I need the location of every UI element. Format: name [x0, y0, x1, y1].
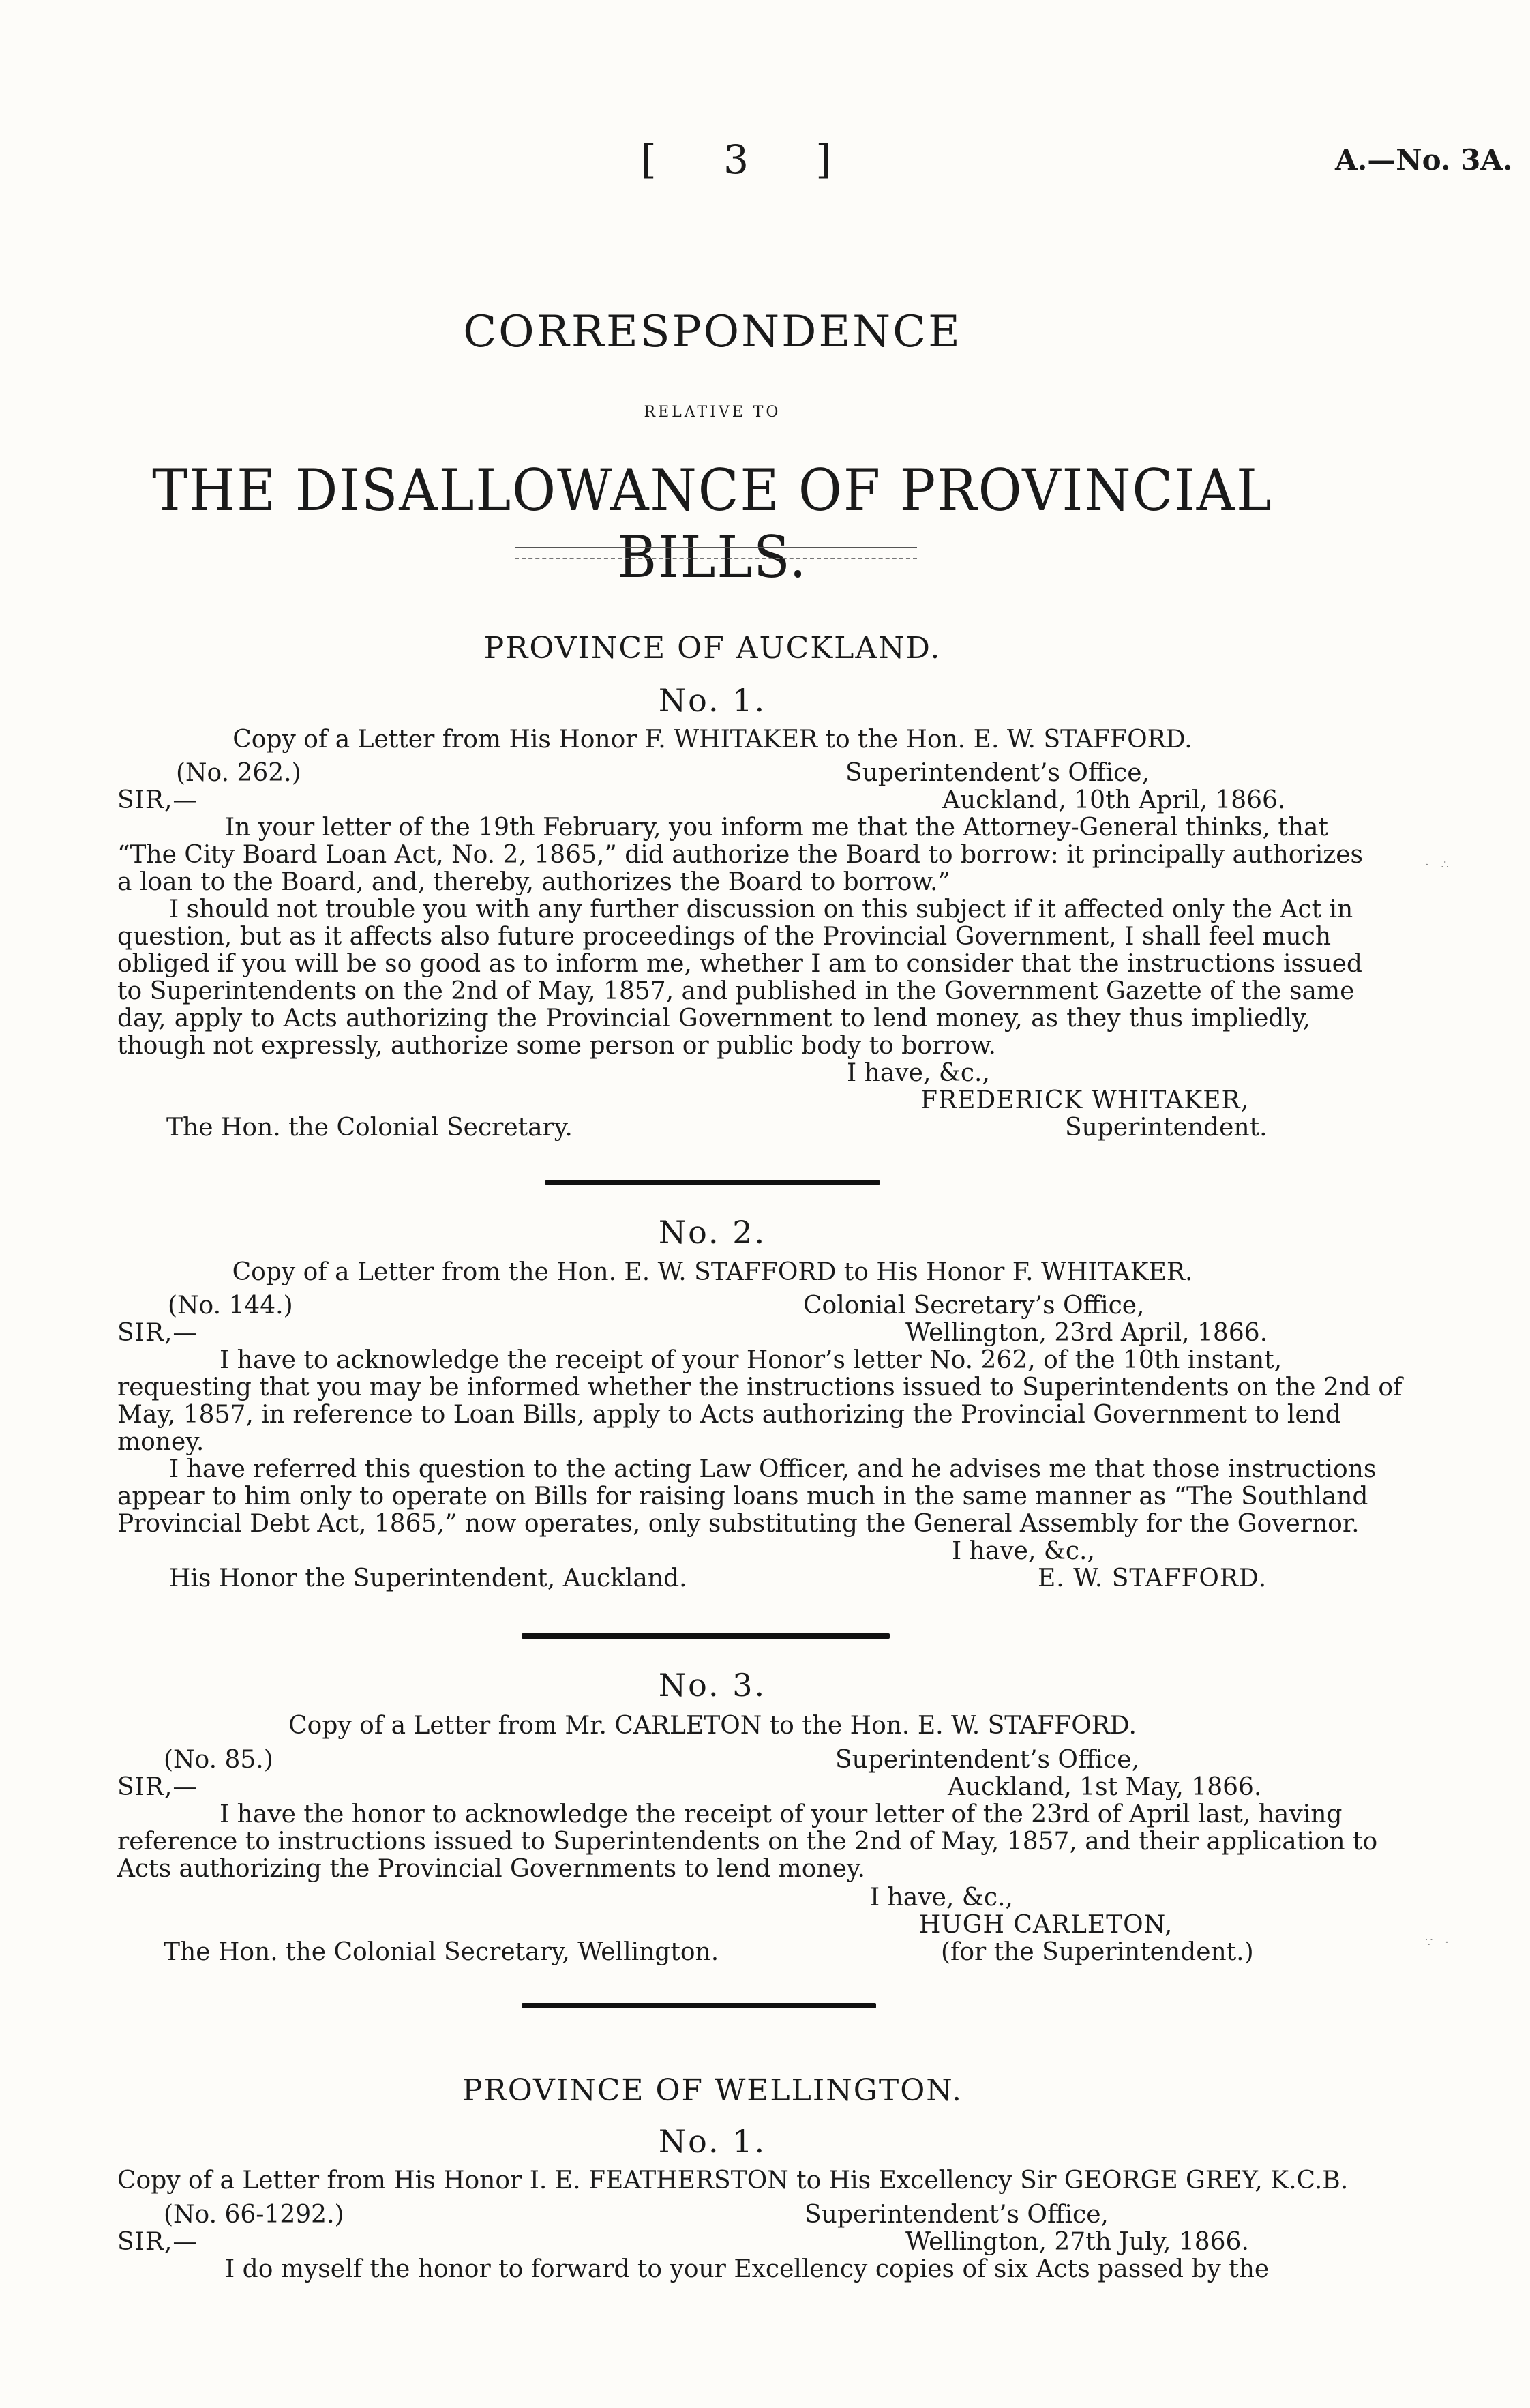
page-number: [ 3 ]: [641, 136, 859, 183]
letter-caption: Copy of a Letter from His Honor I. E. FEATHERSTON to His Excellency Sir GEORGE GREY, K.C.B.: [117, 2167, 1349, 2195]
margin-specks: ∵ ·: [1425, 1935, 1453, 1950]
addressee: His Honor the Superintendent, Auckland.: [169, 1564, 687, 1592]
body-line: “The City Board Loan Act, No. 2, 1865,” did authorize the Board to borrow: it principally authorizes: [117, 841, 1363, 869]
margin-specks: · ∴: [1425, 858, 1453, 872]
province-heading-auckland: PROVINCE OF AUCKLAND.: [483, 631, 942, 666]
body-line: I have to acknowledge the receipt of your Honor’s letter No. 262, of the 10th instant,: [220, 1346, 1282, 1374]
body-line: money.: [117, 1428, 205, 1456]
body-line: Provincial Debt Act, 1865,” now operates, only substituting the General Assembly for the Governor.: [117, 1510, 1360, 1538]
letter-office: Superintendent’s Office,: [805, 2201, 1109, 2229]
signature: E. W. STAFFORD.: [1038, 1564, 1268, 1592]
document-title: THE DISALLOWANCE OF PROVINCIAL BILLS.: [152, 457, 1273, 591]
letter-office: Superintendent’s Office,: [835, 1746, 1139, 1774]
section-rule: [522, 2003, 876, 2008]
letter-caption: Copy of a Letter from His Honor F. WHITAKER to the Hon. E. W. STAFFORD.: [232, 726, 1192, 754]
letter-office: Colonial Secretary’s Office,: [803, 1292, 1145, 1320]
addressee: The Hon. the Colonial Secretary, Wellington.: [164, 1938, 719, 1966]
body-line: requesting that you may be informed whether the instructions issued to Superintendents on the 2nd of: [117, 1373, 1402, 1401]
letter-place-date: Auckland, 10th April, 1866.: [942, 786, 1286, 814]
title-correspondence: CORRESPONDENCE: [463, 307, 962, 357]
letter-reference: (No. 66-1292.): [164, 2201, 344, 2229]
body-line: I have referred this question to the acting Law Officer, and he advises me that those instructions: [169, 1455, 1377, 1483]
salutation: SIR,—: [117, 2228, 198, 2256]
signature-title: Superintendent.: [1065, 1114, 1268, 1142]
section-rule: [545, 1180, 880, 1185]
body-line: a loan to the Board, and, thereby, authorizes the Board to borrow.”: [117, 868, 950, 896]
letter-place-date: Wellington, 27th July, 1866.: [905, 2228, 1249, 2256]
body-line: to Superintendents on the 2nd of May, 1857, and published in the Government Gazette of the same: [117, 977, 1355, 1005]
body-line: reference to instructions issued to Superintendents on the 2nd of May, 1857, and their application to: [117, 1828, 1378, 1856]
closing: I have, &c.,: [847, 1059, 990, 1087]
letter-caption: Copy of a Letter from Mr. CARLETON to the Hon. E. W. STAFFORD.: [288, 1712, 1137, 1740]
letter-reference: (No. 85.): [164, 1746, 273, 1774]
addressee: The Hon. the Colonial Secretary.: [166, 1114, 573, 1142]
body-line: though not expressly, authorize some person or public body to borrow.: [117, 1032, 996, 1060]
paper-reference: A.—No. 3A.: [1335, 143, 1513, 177]
title-relative-to: RELATIVE TO: [644, 404, 781, 421]
signature-title: (for the Superintendent.): [941, 1938, 1254, 1966]
body-line: day, apply to Acts authorizing the Provincial Government to lend money, as they thus impliedly,: [117, 1005, 1310, 1032]
letter-number: No. 1.: [658, 2123, 767, 2160]
body-line: obliged if you will be so good as to inform me, whether I am to consider that the instructions issued: [117, 950, 1362, 978]
body-line: May, 1857, in reference to Loan Bills, apply to Acts authorizing the Provincial Government to lend: [117, 1401, 1341, 1429]
body-line: I should not trouble you with any further discussion on this subject if it affected only the Act in: [169, 895, 1353, 923]
salutation: SIR,—: [117, 786, 198, 814]
body-line: question, but as it affects also future proceedings of the Provincial Government, I shall feel much: [117, 923, 1332, 951]
letter-reference: (No. 262.): [176, 759, 301, 787]
salutation: SIR,—: [117, 1319, 198, 1347]
letter-reference: (No. 144.): [168, 1292, 293, 1320]
signature: HUGH CARLETON,: [919, 1911, 1173, 1939]
body-line: Acts authorizing the Provincial Governments to lend money.: [117, 1855, 865, 1883]
body-line: I have the honor to acknowledge the receipt of your letter of the 23rd of April last, having: [220, 1800, 1342, 1828]
salutation: SIR,—: [117, 1773, 198, 1801]
province-heading-wellington: PROVINCE OF WELLINGTON.: [462, 2073, 963, 2108]
closing: I have, &c.,: [952, 1537, 1095, 1565]
letter-number: No. 3.: [658, 1667, 767, 1704]
letter-place-date: Wellington, 23rd April, 1866.: [905, 1319, 1268, 1347]
body-line: appear to him only to operate on Bills for raising loans much in the same manner as “The Southland: [117, 1483, 1368, 1511]
body-line: I do myself the honor to forward to your Excellency copies of six Acts passed by the: [225, 2255, 1270, 2283]
letter-caption: Copy of a Letter from the Hon. E. W. STAFFORD to His Honor F. WHITAKER.: [232, 1258, 1193, 1286]
ornamental-divider: [515, 547, 917, 559]
letter-office: Superintendent’s Office,: [845, 759, 1150, 787]
body-line: In your letter of the 19th February, you inform me that the Attorney-General thinks, that: [225, 814, 1328, 842]
closing: I have, &c.,: [870, 1884, 1013, 1912]
letter-number: No. 1.: [658, 682, 767, 719]
section-rule: [522, 1633, 890, 1639]
letter-number: No. 2.: [658, 1214, 767, 1251]
signature: FREDERICK WHITAKER,: [920, 1086, 1250, 1114]
letter-place-date: Auckland, 1st May, 1866.: [948, 1773, 1262, 1801]
